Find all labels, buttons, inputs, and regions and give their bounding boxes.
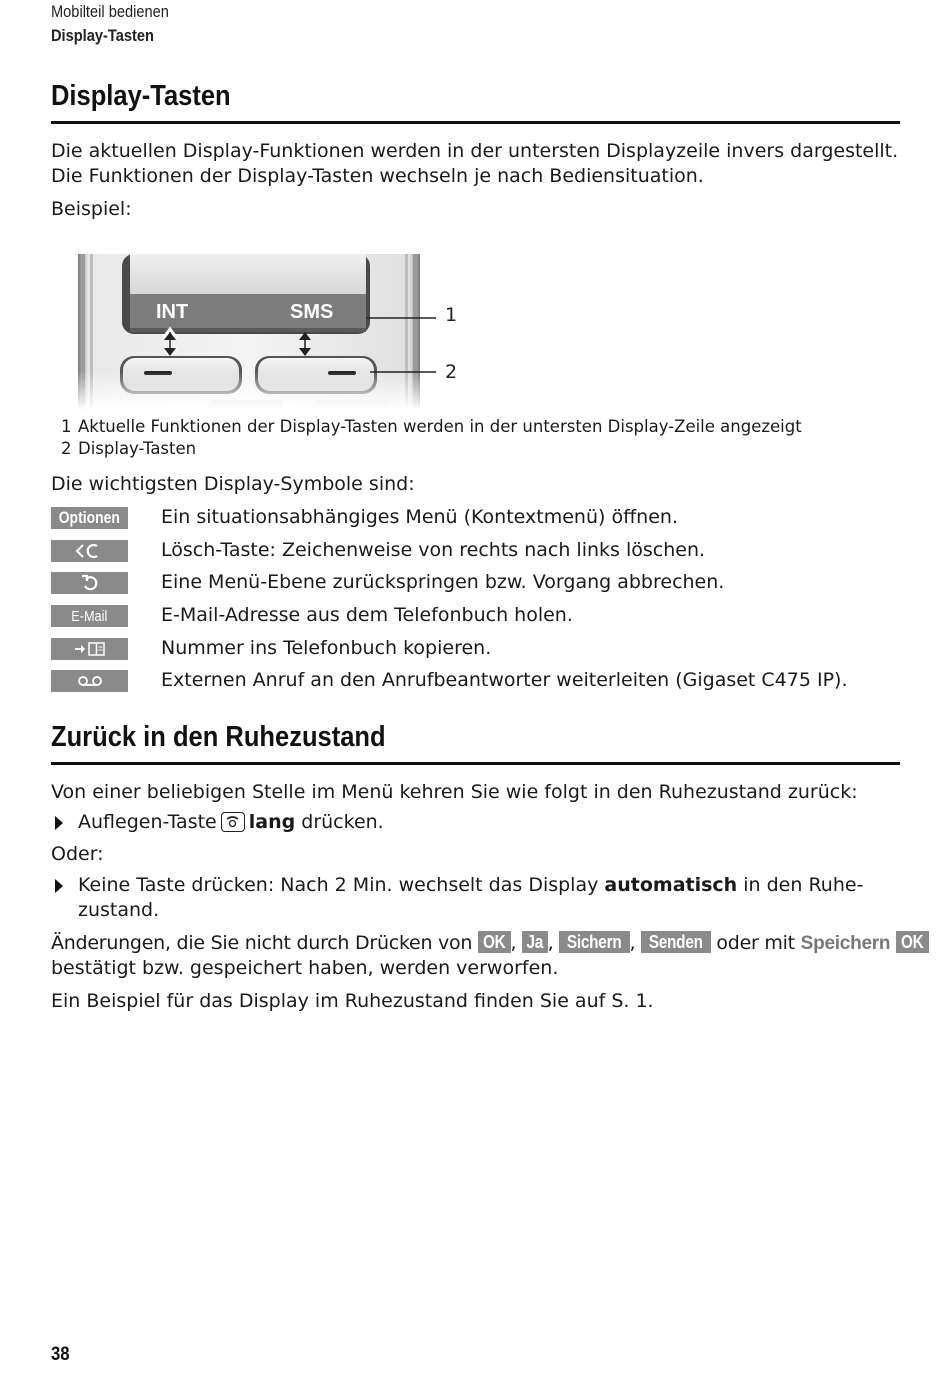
symbols-intro: Die wichtigsten Display-Symbole sind: [51,473,415,495]
section-rule [51,121,900,124]
section-title-ruhezustand: Zurück in den Ruhezustand [51,721,386,753]
voicemail-symbol [51,670,128,692]
email-symbol-label: E-Mail [71,607,108,625]
copy-to-phonebook-symbol [51,638,128,660]
symbol-description: Lösch-Taste: Zeichenweise von rechts nach links löschen. [161,539,706,561]
display-label-sms: SMS [290,301,334,323]
ruhezustand-intro: Von einer beliebigen Stelle im Menü kehren Sie wie folgt in den Ruhezustand zurück: [51,781,858,803]
optionen-symbol-label: Optionen [58,508,121,527]
legend-text: Display-Tasten [78,439,197,458]
ok-key: OK [478,931,511,953]
email-symbol [51,605,128,627]
page-number: 38 [51,1344,70,1365]
legend-number: 1 [61,417,72,436]
backspace-symbol [51,540,128,562]
symbol-description: Ein situationsabhängiges Menü (Kontextmenü) öffnen. [161,506,678,528]
step-1-text: drücken. [301,811,384,833]
ja-key: Ja [522,931,548,953]
symbol-description: Eine Menü-Ebene zurückspringen bzw. Vorgang abbrechen. [161,571,725,593]
symbol-description: Nummer ins Telefonbuch kopieren. [161,637,492,659]
legend-number: 2 [61,439,72,458]
legend-text: Aktuelle Funktionen der Display-Tasten werden in der untersten Display-Zeile angezeigt [78,417,802,436]
step-arrow-icon [55,816,63,830]
intro-line-2: Die Funktionen der Display-Tasten wechseln je nach Bediensituation. [51,165,704,187]
running-header-section: Display-Tasten [51,26,154,45]
speichern-label: Speichern [800,933,891,954]
undo-symbol [51,572,128,594]
symbol-description: Externen Anruf an den Anrufbeantworter weiterleiten (Gigaset C475 IP). [161,669,848,691]
step-2-bold: automatisch [604,874,738,896]
step-2-text: Keine Taste drücken: Nach 2 Min. wechselt das Display [78,874,599,896]
changes-line-2: bestätigt bzw. gespeichert haben, werden verworfen. [51,957,559,979]
intro-line-1: Die aktuellen Display-Funktionen werden in der untersten Displayzeile invers dargestellt. [51,140,899,162]
step-2-line-1 [78,873,863,898]
step-1 [78,810,384,835]
display-label-int: INT [156,301,189,323]
step-1-text: Auflegen-Taste [78,811,217,833]
step-2-text: in den Ruhe- [743,874,864,896]
callout-2: 2 [445,361,458,383]
changes-text: Änderungen, die Sie nicht durch Drücken von [51,932,473,954]
sichern-key: Sichern [559,931,629,953]
changes-line-1: Änderungen, die Sie nicht durch Drücken von OK , Ja , Sichern , Senden oder mit Speichern OK [51,931,929,956]
voicemail-icon [77,674,103,688]
senden-key: Senden [641,931,711,953]
end-call-key-icon [221,812,245,832]
undo-icon [80,574,100,592]
or-label: Oder: [51,843,104,865]
step-arrow-icon [55,879,63,893]
callout-1: 1 [445,304,458,326]
example-label: Beispiel: [51,198,132,220]
copy-to-phonebook-icon [73,641,107,657]
section-rule [51,762,900,765]
section-title-display-tasten: Display-Tasten [51,80,231,112]
handset-figure [78,254,468,410]
symbol-description: E-Mail-Adresse aus dem Telefonbuch holen. [161,604,573,626]
ok-key: OK [896,931,929,953]
backspace-icon [75,543,105,559]
optionen-symbol [51,507,128,529]
running-header-chapter: Mobilteil bedienen [51,2,169,21]
changes-text: oder mit [716,932,795,954]
handset-illustration [78,254,468,410]
step-1-bold: lang [248,811,296,833]
example-reference: Ein Beispiel für das Display im Ruhezustand finden Sie auf S. 1. [51,990,654,1012]
step-2-line-2: zustand. [78,899,160,921]
